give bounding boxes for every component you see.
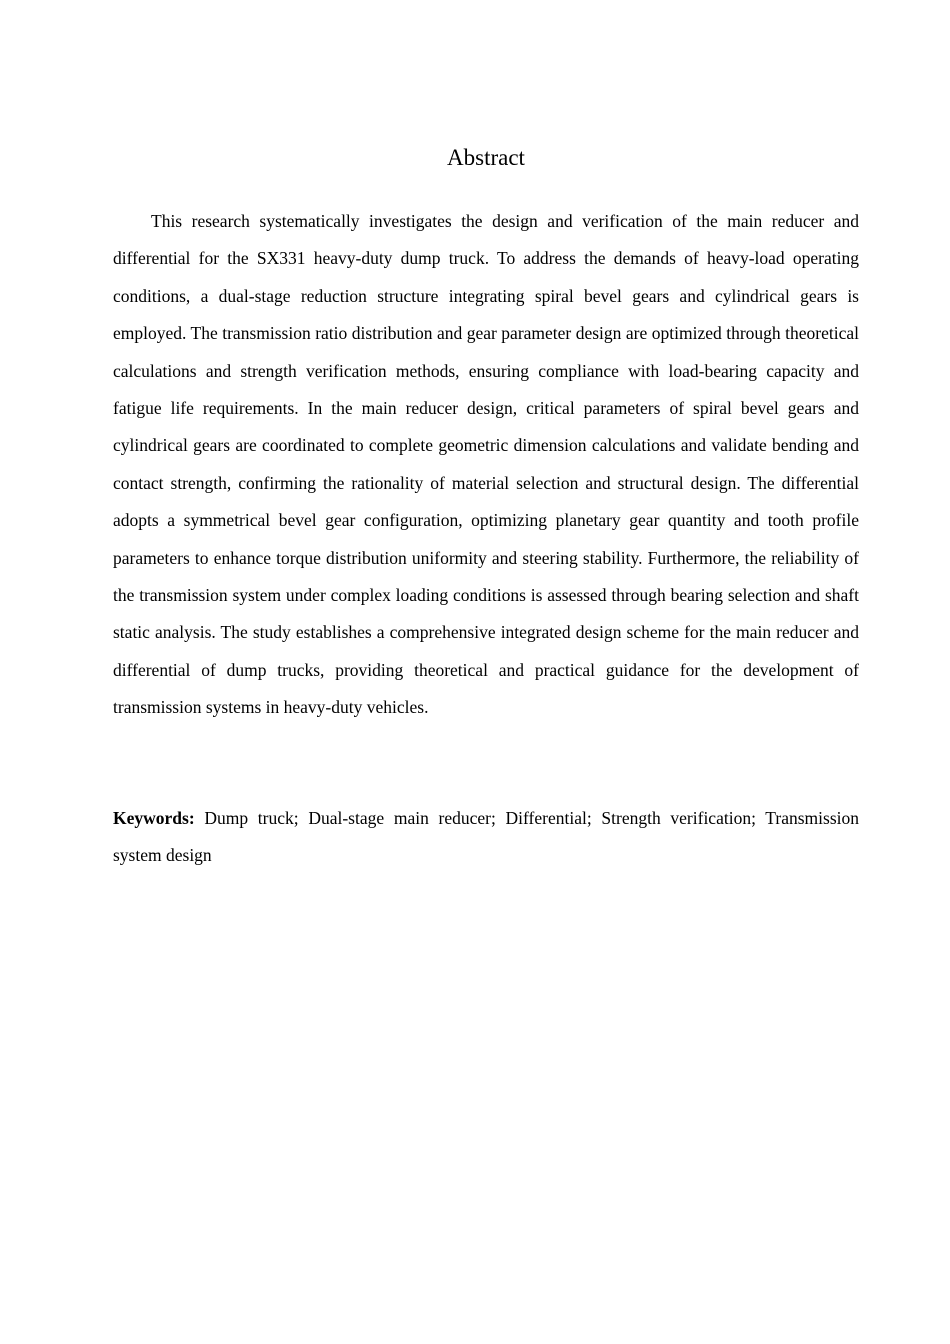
keywords-text: Dump truck; Dual-stage main reducer; Differential; Strength verification; Transmission system design [113, 808, 859, 866]
abstract-body: This research systematically investigates the design and verification of the main reducer and differential for the SX331 heavy-duty dump truck. To address the demands of heavy-load operating conditions, a dual-stage reduction structure integrating spiral bevel gears and cylindrical gears is employed. The transmission ratio distribution and gear parameter design are optimized through theoretical calculations and strength verification methods, ensuring compliance with load-bearing capacity and fatigue life requirements. In the main reducer design, critical parameters of spiral bevel gears and cylindrical gears are coordinated to complete geometric dimension calculations and validate bending and contact strength, confirming the rationality of material selection and structural design. The differential adopts a symmetrical bevel gear configuration, optimizing planetary gear quantity and tooth profile parameters to enhance torque distribution uniformity and steering stability. Furthermore, the reliability of the transmission system under complex loading conditions is assessed through bearing selection and shaft static analysis. The study establishes a comprehensive integrated design scheme for the main reducer and differential of dump trucks, providing theoretical and practical guidance for the development of transmission systems in heavy-duty vehicles. [113, 211, 859, 718]
abstract-title: Abstract [447, 145, 525, 170]
keywords-paragraph [113, 800, 859, 875]
keywords-label: Keywords: [113, 808, 195, 828]
